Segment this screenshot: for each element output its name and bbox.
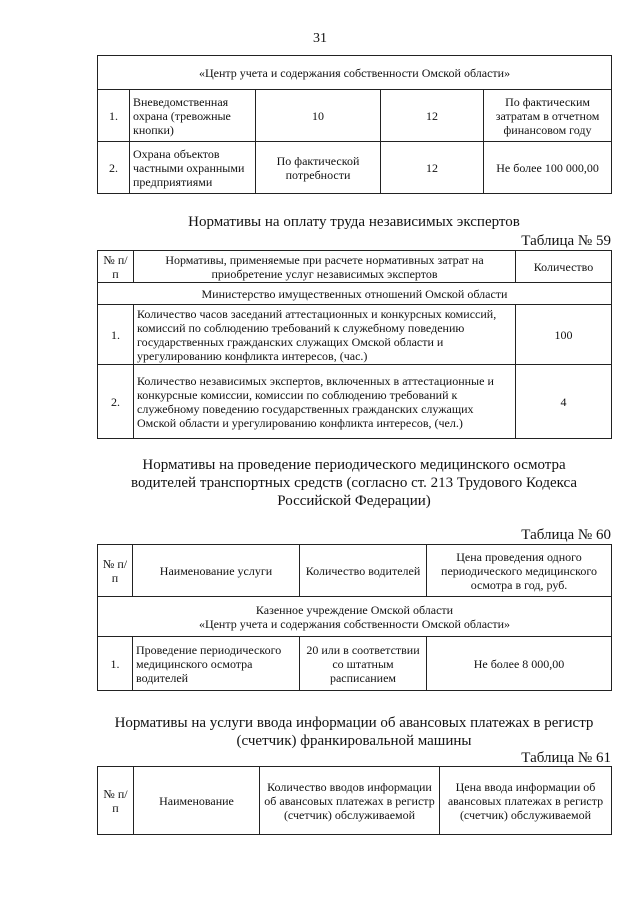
header-name: Наименование (134, 767, 260, 835)
table-60-label: Таблица № 60 (521, 527, 611, 543)
row-name: Вневедомственная охрана (тревожные кнопки) (130, 90, 256, 142)
row-number: 2. (98, 142, 130, 194)
header-num: № п/п (98, 545, 133, 597)
table-row (98, 365, 612, 439)
row-name: Охрана объектов частными охранными предприятиями (130, 142, 256, 194)
row-desc: Количество часов заседаний аттестационных и конкурсных комиссий, комиссий по соблюдению требований к служебному поведению государственных гражданских служащих Омской области и урегулированию конфликта интересов, (час.) (134, 305, 516, 365)
table-61-label: Таблица № 61 (521, 750, 611, 766)
header-price: Цена проведения одного периодического медицинского осмотра в год, руб. (427, 545, 612, 597)
page-number: 31 (313, 31, 327, 46)
row-number: 1. (98, 637, 133, 691)
row-value: Не более 100 000,00 (484, 142, 612, 194)
section-60-title (97, 456, 611, 510)
section-61-title (97, 714, 611, 750)
row-value: 12 (381, 142, 484, 194)
header-service: Наименование услуги (133, 545, 300, 597)
row-service: Проведение периодического медицинского осмотра водителей (133, 637, 300, 691)
row-value: По фактическим затратам в отчетном финансовом году (484, 90, 612, 142)
section-59-title: Нормативы на оплату труда независимых экспертов (188, 214, 520, 230)
row-number: 1. (98, 305, 134, 365)
org-row: Министерство имущественных отношений Омской области (98, 283, 612, 305)
title-line: Нормативы на услуги ввода информации об авансовых платежах в регистр (114, 715, 594, 731)
header-qty: Количество (516, 251, 612, 283)
header-drivers: Количество водителей (300, 545, 427, 597)
title-line: водителей транспортных средств (согласно ст. 213 Трудового Кодекса (130, 475, 578, 491)
org-row: «Центр учета и содержания собственности Омской области» (98, 56, 612, 90)
table-row (98, 90, 612, 142)
table-60 (97, 544, 612, 691)
table-59-label: Таблица № 59 (521, 233, 611, 249)
row-qty: 4 (516, 365, 612, 439)
table-row (98, 142, 612, 194)
header-count: Количество вводов информации об авансовых платежах в регистр (счетчик) обслуживаемой (260, 767, 440, 835)
header-desc: Нормативы, применяемые при расчете нормативных затрат на приобретение услуг независимых экспертов (134, 251, 516, 283)
row-desc: Количество независимых экспертов, включенных в аттестационные и конкурсные комиссии, комиссии по соблюдению требований к служебному поведению государственных гражданских служащих Омской области и урегулированию конфликта интересов, (чел.) (134, 365, 516, 439)
header-num: № п/п (98, 767, 134, 835)
title-line: (счетчик) франкировальной машины (236, 733, 472, 749)
title-line: Российской Федерации) (277, 493, 431, 509)
row-qty: 100 (516, 305, 612, 365)
title-line: Нормативы на проведение периодического медицинского осмотра (142, 457, 566, 473)
table-row (98, 637, 612, 691)
row-price: Не более 8 000,00 (427, 637, 612, 691)
row-value: 12 (381, 90, 484, 142)
table-row (98, 305, 612, 365)
table-59 (97, 250, 612, 439)
table-61 (97, 766, 612, 835)
header-price: Цена ввода информации об авансовых платежах в регистр (счетчик) обслуживаемой (440, 767, 612, 835)
org-line: Казенное учреждение Омской области (255, 602, 454, 617)
row-drivers: 20 или в соответствии со штатным расписанием (300, 637, 427, 691)
row-number: 2. (98, 365, 134, 439)
org-line: «Центр учета и содержания собственности Омской области» (198, 616, 511, 631)
org-row (98, 597, 612, 637)
row-value: 10 (256, 90, 381, 142)
row-value: По фактической потребности (256, 142, 381, 194)
row-number: 1. (98, 90, 130, 142)
header-num: № п/п (98, 251, 134, 283)
top-table (97, 55, 612, 194)
